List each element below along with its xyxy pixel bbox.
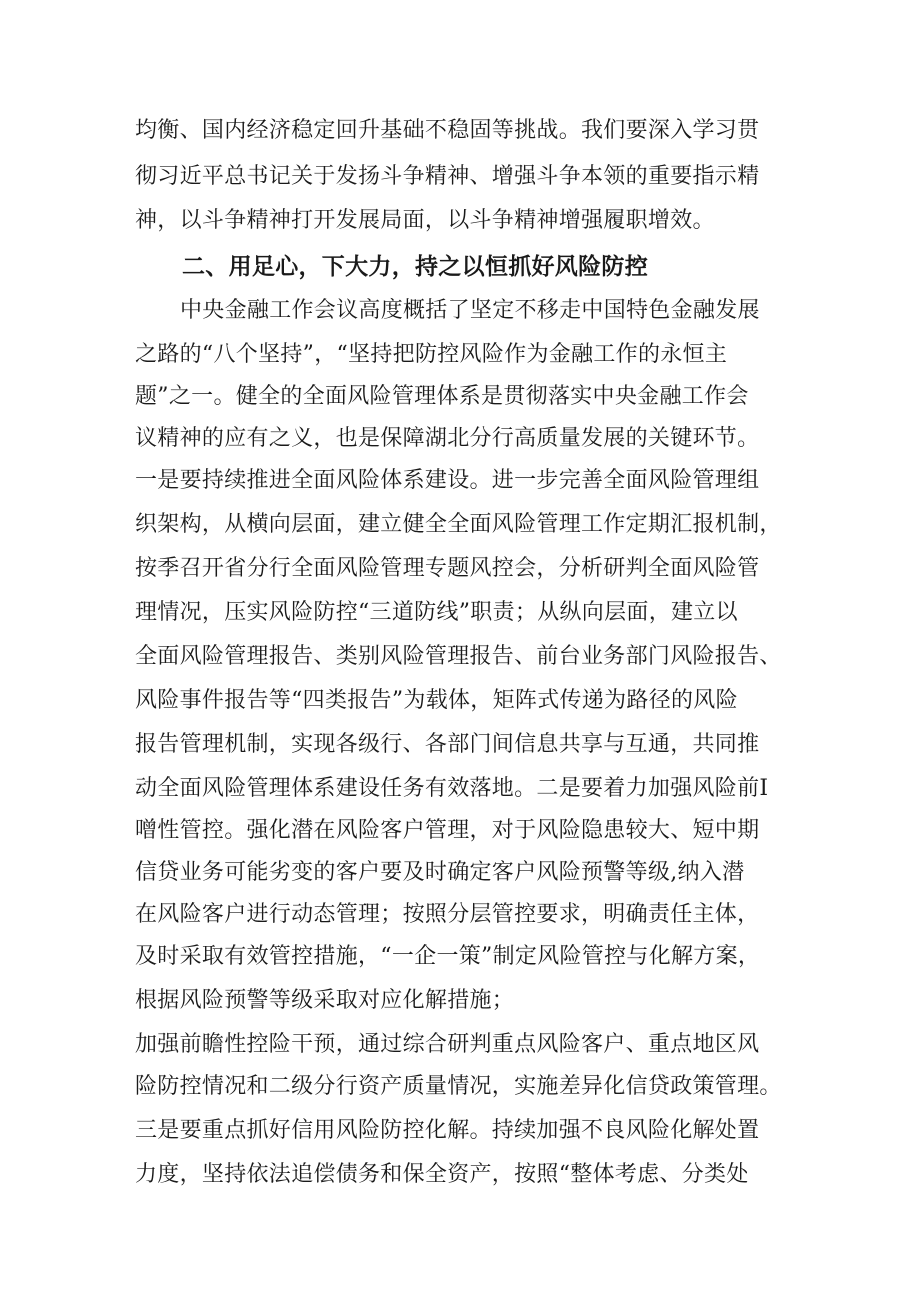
body-line: 议精神的应有之义，也是保障湖北分行高质量发展的关键环节。: [135, 426, 760, 451]
body-line: 及时采取有效管控措施，“一企一策”制定风险管控与化解方案，: [135, 944, 761, 969]
body-line: 神，以斗争精神打开发展局面，以斗争精神增强履职增效。: [135, 208, 715, 233]
body-line: 中央金融工作会议高度概括了坚定不移走中国特色金融发展: [180, 298, 760, 323]
body-line: 按季召开省分行全面风险管理专题风控会，分析研判全面风险管: [135, 556, 760, 581]
section-heading: 二、用足心，下大力，持之以恒抓好风险防控: [182, 254, 648, 280]
body-line: 题”之一。健全的全面风险管理体系是贯彻落实中央金融工作会: [135, 384, 749, 409]
body-line: 均衡、国内经济稳定回升基础不稳固等挑战。我们要深入学习贯: [135, 118, 760, 143]
body-line: 报告管理机制，实现各级行、各部门间信息共享与互通，共同推: [135, 732, 760, 757]
body-line: 织架构，从横向层面，建立健全全面风险管理工作定期汇报机制，: [135, 512, 782, 537]
body-line: 全面风险管理报告、类别风险管理报告、前台业务部门风险报告、: [135, 644, 782, 669]
body-line: 之路的“八个坚持”，“坚持把防控风险作为金融工作的永恒主: [135, 342, 728, 367]
body-line: 三是要重点抓好信用风险防控化解。持续加强不良风险化解处置: [135, 1118, 760, 1143]
body-line: 风险事件报告等“四类报告”为载体，矩阵式传递为路径的风险: [135, 688, 738, 713]
body-line: 一是要持续推进全面风险体系建设。进一步完善全面风险管理组: [135, 468, 760, 493]
body-line: 险防控情况和二级分行资产质量情况，实施差异化信贷政策管理。: [135, 1074, 782, 1099]
body-line: 根据风险预警等级采取对应化解措施；: [135, 988, 515, 1013]
body-line: 理情况，压实风险防控“三道防线”职责；从纵向层面，建立以: [135, 600, 738, 625]
body-line: 信贷业务可能劣变的客户要及时确定客户风险预警等级,纳入潜: [135, 860, 745, 885]
body-line: 力度，坚持依法追偿债务和保全资产，按照“整体考虑、分类处: [135, 1162, 749, 1187]
body-line: 加强前瞻性控险干预，通过综合研判重点风险客户、重点地区风: [135, 1032, 760, 1057]
body-line: 动全面风险管理体系建设任务有效落地。二是要着力加强风险前I: [135, 776, 769, 801]
body-line: 彻习近平总书记关于发扬斗争精神、增强斗争本领的重要指示精: [135, 164, 760, 189]
body-line: 噌性管控。强化潜在风险客户管理，对于风险隐患较大、短中期: [135, 818, 760, 843]
body-line: 在风险客户进行动态管理；按照分层管控要求，明确责任主体，: [135, 902, 760, 927]
